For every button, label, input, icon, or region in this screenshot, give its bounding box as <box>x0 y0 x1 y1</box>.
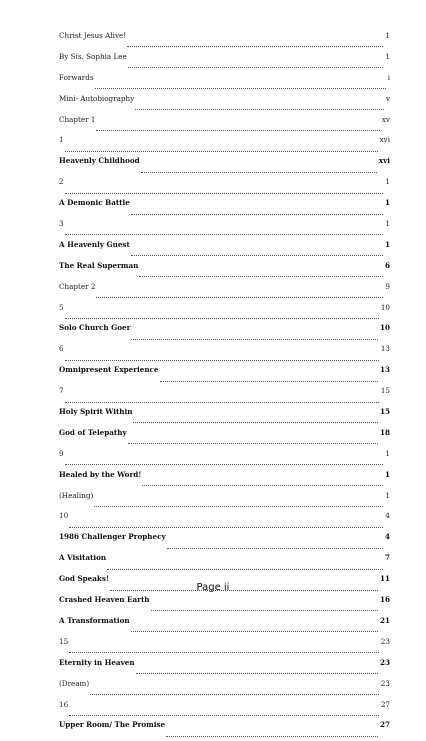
dot-leader <box>94 506 383 507</box>
toc-entry[interactable] <box>59 595 390 616</box>
toc-entry-page-number: 23 <box>380 678 390 688</box>
toc-entry-title: 9 <box>59 448 64 458</box>
toc-entry[interactable] <box>59 658 390 679</box>
toc-entry[interactable] <box>59 73 390 94</box>
toc-entry-title: God of Telepathy <box>59 427 127 437</box>
toc-entry[interactable] <box>59 532 390 553</box>
dot-leader <box>166 736 378 737</box>
toc-entry[interactable] <box>59 449 390 470</box>
toc-entry[interactable] <box>59 700 390 721</box>
toc-entry-page-number: 1 <box>385 448 390 458</box>
dot-leader <box>127 46 383 47</box>
toc-entry-page-number: 10 <box>380 302 390 312</box>
dot-leader <box>131 255 383 256</box>
toc-entry-title: A Visitation <box>59 553 107 563</box>
toc-entry-page-number: 23 <box>379 657 390 667</box>
toc-entry-title: Christ Jesus Alive! <box>59 31 127 40</box>
dot-leader <box>141 172 377 173</box>
toc-entry[interactable] <box>59 94 390 115</box>
toc-entry-page-number: 15 <box>380 386 390 396</box>
toc-entry[interactable] <box>59 616 390 637</box>
dot-leader <box>107 569 383 570</box>
toc-entry-page-number: 18 <box>379 427 390 437</box>
toc-entry-title: Forwards <box>59 72 94 82</box>
toc-entry-page-number: 21 <box>379 615 390 625</box>
toc-entry-title: Chapter 1 <box>59 114 96 124</box>
toc-entry-title: Mini- Autobiography <box>59 93 135 103</box>
toc-entry-page-number: 1 <box>385 177 390 187</box>
toc-entry[interactable] <box>59 323 390 344</box>
dot-leader <box>90 694 379 695</box>
toc-entry[interactable] <box>59 240 390 261</box>
toc-entry-title: Chapter 2 <box>59 281 96 291</box>
toc-entry[interactable] <box>59 553 390 574</box>
toc-entry[interactable] <box>59 720 390 741</box>
toc-entry-title: (Dream) <box>59 678 90 688</box>
toc-entry[interactable] <box>59 365 390 386</box>
dot-leader <box>69 715 379 716</box>
toc-entry-page-number: 1 <box>385 490 390 500</box>
dot-leader <box>167 548 383 549</box>
toc-entry[interactable] <box>59 282 390 303</box>
toc-entry-page-number: xvi <box>378 156 390 166</box>
toc-entry-title: 1986 Challenger Prophecy <box>59 532 166 542</box>
dot-leader <box>135 109 384 110</box>
page-footer: Page ii <box>196 582 230 593</box>
dot-leader <box>65 234 384 235</box>
toc-entry-title: 10 <box>59 511 69 521</box>
dot-leader <box>160 381 378 382</box>
toc-entry-page-number: 27 <box>380 699 390 709</box>
toc-entry-page-number: 9 <box>385 281 390 291</box>
toc-entry[interactable] <box>59 386 390 407</box>
dot-leader <box>128 443 378 444</box>
toc-entry-title: 1 <box>59 135 64 145</box>
toc-entry[interactable] <box>59 156 390 177</box>
toc-entry[interactable] <box>59 407 390 428</box>
toc-entry-page-number: 1 <box>385 51 390 61</box>
toc-entry-page-number: 4 <box>385 511 390 521</box>
toc-entry-title: A Transformation <box>59 615 130 625</box>
toc-entry-page-number: i <box>387 72 390 82</box>
toc-entry[interactable] <box>59 344 390 365</box>
dot-leader <box>136 673 378 674</box>
toc-entry-page-number: 11 <box>379 574 390 584</box>
toc-entry-page-number: 1 <box>384 198 390 208</box>
toc-entry-title: (Healing) <box>59 490 94 500</box>
toc-entry-title: Omnipresent Experience <box>59 365 159 375</box>
dot-leader <box>133 422 378 423</box>
toc-entry-page-number: 13 <box>379 365 390 375</box>
table-of-contents <box>59 31 390 741</box>
dot-leader <box>69 652 379 653</box>
toc-entry-page-number: 6 <box>384 260 390 270</box>
dot-leader <box>65 318 379 319</box>
toc-entry-page-number: 16 <box>379 595 390 605</box>
toc-entry-title: 2 <box>59 177 64 187</box>
toc-entry[interactable] <box>59 491 390 512</box>
dot-leader <box>65 402 379 403</box>
toc-entry[interactable] <box>59 177 390 198</box>
toc-entry-title: By Sis. Sophia Lee <box>59 51 127 61</box>
toc-entry-page-number: 15 <box>379 407 390 417</box>
dot-leader <box>131 214 383 215</box>
toc-entry-title: 5 <box>59 302 64 312</box>
toc-entry-title: 7 <box>59 386 64 396</box>
dot-leader <box>128 67 384 68</box>
toc-entry-page-number: 23 <box>380 636 390 646</box>
dot-leader <box>151 610 378 611</box>
toc-entry-page-number: 7 <box>384 553 390 563</box>
toc-entry-page-number: 1 <box>385 219 390 229</box>
toc-entry[interactable] <box>59 31 390 52</box>
toc-entry-page-number: 1 <box>384 469 390 479</box>
toc-entry-title: Heavenly Childhood <box>59 156 140 166</box>
toc-entry-title: Solo Church Goer <box>59 323 131 333</box>
toc-entry[interactable] <box>59 261 390 282</box>
dot-leader <box>69 527 383 528</box>
dot-leader <box>65 360 379 361</box>
toc-entry-page-number: xvi <box>379 135 390 145</box>
toc-entry[interactable] <box>59 470 390 491</box>
toc-entry-page-number: 1 <box>384 239 390 249</box>
dot-leader <box>142 485 383 486</box>
dot-leader <box>131 339 378 340</box>
toc-entry-page-number: 4 <box>384 532 390 542</box>
dot-leader <box>65 151 378 152</box>
toc-entry[interactable] <box>59 198 390 219</box>
dot-leader <box>65 193 384 194</box>
toc-entry-page-number: 27 <box>379 720 390 730</box>
toc-entry-title: Crashed Heaven Earth <box>59 595 150 605</box>
toc-entry-title: 3 <box>59 219 64 229</box>
toc-entry-title: 16 <box>59 699 69 709</box>
dot-leader <box>65 464 384 465</box>
toc-entry-page-number: xv <box>381 114 390 124</box>
toc-entry-title: Healed by the Word! <box>59 469 142 479</box>
toc-entry[interactable] <box>59 115 390 136</box>
toc-entry[interactable] <box>59 679 390 700</box>
toc-entry-title: The Real Superman <box>59 260 139 270</box>
dot-leader <box>96 297 383 298</box>
dot-leader <box>95 88 386 89</box>
toc-entry-title: A Demonic Battle <box>59 198 130 208</box>
toc-entry-title: A Heavenly Guest <box>59 239 130 249</box>
toc-entry-title: Eternity in Heaven <box>59 657 135 667</box>
toc-entry-title: 6 <box>59 344 64 354</box>
toc-entry[interactable] <box>59 511 390 532</box>
toc-entry-page-number: 13 <box>380 344 390 354</box>
toc-entry-title: Upper Room/ The Promise <box>59 720 166 730</box>
toc-entry[interactable] <box>59 303 390 324</box>
toc-entry[interactable] <box>59 428 390 449</box>
dot-leader <box>131 631 378 632</box>
toc-entry[interactable] <box>59 219 390 240</box>
dot-leader <box>96 130 379 131</box>
toc-entry-page-number: v <box>385 93 390 103</box>
toc-entry-page-number: 10 <box>379 323 390 333</box>
toc-entry-page-number: 1 <box>385 31 390 40</box>
toc-entry[interactable] <box>59 135 390 156</box>
toc-entry-title: 15 <box>59 636 69 646</box>
toc-entry-title: God Speaks! <box>59 574 110 584</box>
dot-leader <box>139 276 383 277</box>
toc-entry[interactable] <box>59 52 390 73</box>
toc-entry-title: Holy Spirit Within <box>59 407 133 417</box>
